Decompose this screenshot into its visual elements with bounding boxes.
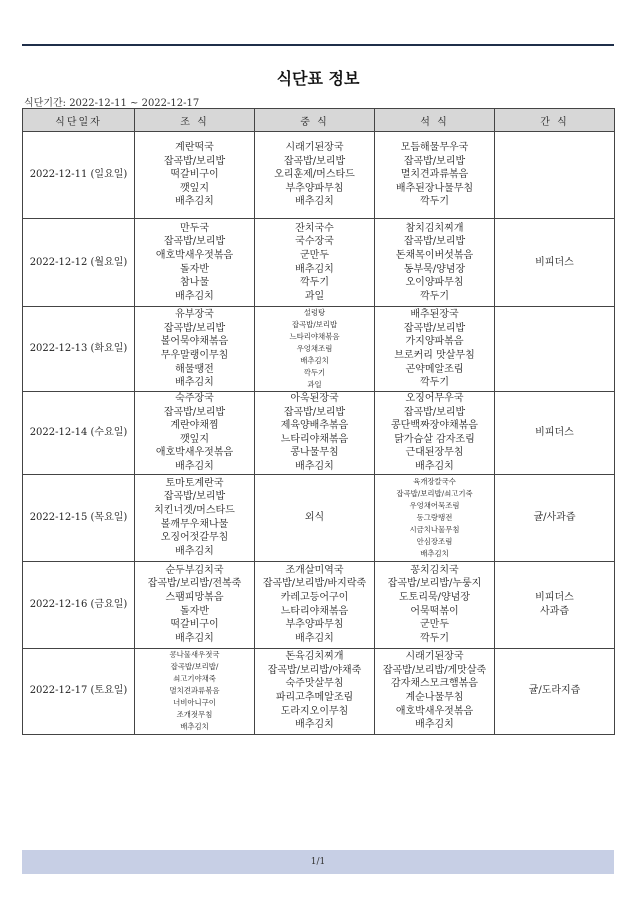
header-dinner: 석 식: [375, 109, 495, 132]
dinner-item: 군만두: [420, 619, 449, 631]
dinner-item: 배추된장나물무침: [395, 182, 474, 194]
breakfast-item: 배추김치: [175, 545, 214, 557]
breakfast-item: 잡곡밥/보리밥/: [170, 662, 219, 672]
dinner-item: 애호박새우젓볶음: [395, 705, 474, 717]
dinner-item: 계순나물무침: [405, 692, 464, 704]
dinner-item: 잡곡밥/보리밥/게맛살죽: [382, 664, 487, 676]
breakfast-item: 잡곡밥/보리밥: [163, 491, 226, 503]
dinner-item: 깍두기: [420, 632, 449, 644]
snack-cell: [495, 474, 615, 561]
dinner-item: 감자채스모크햄볶음: [391, 678, 478, 690]
menu-date: 2022-12-11 (일요일): [23, 132, 135, 219]
menu-date: 2022-12-15 (목요일): [23, 474, 135, 561]
dinner-item: 시래기된장국: [405, 651, 464, 663]
dinner-item: 근대된장무침: [405, 447, 464, 459]
lunch-item: 파리고추메알조림: [275, 692, 354, 704]
lunch-cell: [255, 474, 375, 561]
breakfast-cell: [135, 561, 255, 648]
breakfast-item: 깻잎지: [180, 182, 209, 194]
dinner-item: 잡곡밥/보리밥: [403, 155, 466, 167]
breakfast-item: 치킨너겟/머스타드: [154, 504, 235, 516]
breakfast-item: 깻잎지: [180, 433, 209, 445]
lunch-item: 잔치국수: [295, 222, 334, 234]
snack-cell: [495, 648, 615, 734]
menu-body: [23, 132, 615, 735]
lunch-item: 과일: [304, 290, 325, 302]
lunch-item: 설렁탕: [303, 308, 326, 317]
dinner-item: 육개장칼국수: [413, 476, 456, 486]
snack-item: 비피더스: [535, 591, 574, 603]
breakfast-item: 숙주장국: [175, 393, 214, 404]
header-row: [23, 109, 615, 132]
page-footer: [22, 850, 614, 874]
lunch-item: 잡곡밥/보리밥: [291, 320, 338, 329]
snack-cell: [495, 561, 615, 648]
breakfast-item: 떡갈비구이: [170, 619, 219, 631]
breakfast-item: 콩나물새우젓국: [169, 650, 220, 660]
breakfast-cell: [135, 219, 255, 307]
lunch-item: 콩나물무침: [290, 447, 339, 459]
lunch-item: 깍두기: [303, 368, 326, 377]
lunch-item: 과일: [307, 380, 322, 389]
breakfast-item: 배추김치: [175, 632, 214, 644]
breakfast-item: 볼어묵야채볶음: [160, 336, 229, 348]
breakfast-item: 쇠고기야채죽: [173, 674, 216, 684]
header-lunch: 중 식: [255, 109, 375, 132]
lunch-cell: [255, 219, 375, 307]
lunch-item: 외식: [304, 511, 325, 523]
dinner-item: 잡곡밥/보리밥: [403, 406, 466, 418]
lunch-cell: [255, 307, 375, 392]
breakfast-item: 계란야채찜: [170, 420, 219, 432]
dinner-item: 깍두기: [420, 377, 449, 389]
breakfast-cell: [135, 132, 255, 219]
dinner-item: 오이양파무침: [405, 277, 464, 289]
breakfast-item: 돌자반: [180, 605, 209, 617]
breakfast-item: 너비아니구이: [173, 698, 216, 708]
lunch-item: 제육양배추볶음: [280, 420, 349, 432]
dinner-item: 참치김치찌개: [405, 222, 464, 234]
breakfast-item: 배추김치: [180, 722, 209, 732]
dinner-item: 곤약메알조림: [405, 363, 464, 375]
breakfast-item: 돌자반: [180, 263, 209, 275]
lunch-item: 잡곡밥/보리밥: [283, 155, 346, 167]
snack-cell: [495, 307, 615, 392]
lunch-item: 부추양파무침: [285, 182, 344, 194]
header-breakfast: 조 식: [135, 109, 255, 132]
breakfast-item: 순두부김치국: [165, 564, 224, 576]
breakfast-item: 배추김치: [175, 290, 214, 302]
breakfast-item: 스팸피망볶음: [165, 591, 224, 603]
dinner-cell: [375, 132, 495, 219]
breakfast-item: 잡곡밥/보리밥: [163, 155, 226, 167]
snack-item: 귤/사과즙: [533, 511, 576, 523]
dinner-cell: [375, 307, 495, 392]
breakfast-item: 잡곡밥/보리밥/전복죽: [147, 578, 242, 590]
lunch-item: 돈육김치찌개: [285, 651, 344, 663]
menu-period: 식단기간: 2022-12-11 ~ 2022-12-17: [24, 98, 200, 109]
lunch-item: 잡곡밥/보리밥/야채죽: [267, 664, 362, 676]
dinner-item: 잡곡밥/보리밥/쇠고기죽: [396, 488, 473, 498]
page-title: 식단표 정보: [276, 69, 360, 88]
dinner-item: 콩단백짜장야채볶음: [391, 420, 478, 432]
dinner-cell: [375, 648, 495, 734]
breakfast-item: 참나물: [180, 277, 209, 289]
dinner-item: 배추김치: [420, 548, 449, 558]
menu-table: [22, 108, 615, 735]
dinner-item: 배추김치: [415, 719, 454, 731]
dinner-item: 가지양파볶음: [405, 336, 464, 348]
table-row: [23, 219, 615, 307]
lunch-item: 배추김치: [295, 632, 334, 644]
snack-cell: [495, 132, 615, 219]
table-row: [23, 561, 615, 648]
breakfast-item: 무우말랭이무침: [160, 350, 229, 361]
breakfast-item: 배추김치: [175, 460, 214, 472]
dinner-item: 도토리묵/양념장: [399, 591, 470, 603]
snack-item: 귤/도라지즙: [528, 685, 581, 697]
lunch-item: 시래기된장국: [285, 142, 344, 154]
dinner-item: 잡곡밥/보리밥: [403, 236, 466, 248]
lunch-item: 우엉채조림: [296, 344, 333, 353]
dinner-cell: [375, 474, 495, 561]
lunch-item: 조개살미역국: [285, 564, 344, 576]
menu-date: 2022-12-12 (월요일): [23, 219, 135, 307]
lunch-item: 배추김치: [295, 460, 334, 472]
snack-item: 비피더스: [535, 256, 574, 268]
lunch-item: 아욱된장국: [290, 393, 339, 404]
table-row: [23, 132, 615, 219]
dinner-item: 어묵떡볶이: [410, 605, 459, 617]
breakfast-item: 잡곡밥/보리밥: [163, 406, 226, 418]
lunch-item: 깍두기: [300, 277, 329, 289]
menu-date: 2022-12-13 (화요일): [23, 307, 135, 392]
breakfast-cell: [135, 392, 255, 475]
dinner-item: 우엉채어묵조림: [409, 500, 460, 510]
breakfast-item: 잡곡밥/보리밥: [163, 322, 226, 334]
lunch-item: 부추양파무침: [285, 619, 344, 631]
lunch-item: 국수장국: [295, 236, 334, 248]
dinner-item: 깍두기: [420, 196, 449, 208]
lunch-item: 배추김치: [295, 719, 334, 731]
dinner-item: 돈채목이버섯볶음: [395, 249, 474, 261]
table-row: [23, 474, 615, 561]
dinner-item: 안심장조림: [416, 536, 453, 546]
dinner-item: 배추된장국: [410, 309, 459, 321]
breakfast-item: 해물땡전: [175, 363, 214, 375]
dinner-item: 잡곡밥/보리밥: [403, 322, 466, 334]
breakfast-item: 잡곡밥/보리밥: [163, 236, 226, 248]
snack-item: 사과즙: [540, 605, 569, 617]
snack-item: 비피더스: [535, 426, 574, 438]
table-row: [23, 648, 615, 734]
snack-cell: [495, 392, 615, 475]
dinner-item: 동부묵/양념장: [403, 263, 466, 275]
lunch-item: 도라지오이무침: [280, 705, 349, 717]
breakfast-item: 떡갈비구이: [170, 169, 219, 181]
breakfast-item: 토마토계란국: [165, 477, 224, 489]
header-snack: 간 식: [495, 109, 615, 132]
breakfast-item: 배추김치: [175, 377, 214, 389]
breakfast-cell: [135, 474, 255, 561]
menu-date: 2022-12-17 (토요일): [23, 648, 135, 734]
lunch-item: 느타리야채볶음: [280, 605, 349, 617]
dinner-cell: [375, 561, 495, 648]
snack-cell: [495, 219, 615, 307]
dinner-item: 잡곡밥/보리밥/누룽지: [387, 578, 482, 590]
lunch-item: 잡곡밥/보리밥: [283, 406, 346, 418]
breakfast-item: 계란떡국: [175, 142, 214, 154]
dinner-item: 동그랑땡전: [416, 512, 453, 522]
lunch-item: 잡곡밥/보리밥/바지락죽: [262, 578, 367, 590]
lunch-item: 배추김치: [295, 196, 334, 208]
page-number: 1/1: [310, 857, 326, 867]
lunch-item: 배추김치: [300, 356, 329, 365]
dinner-item: 모듬해물무우국: [400, 142, 469, 154]
lunch-item: 숙주맛살무침: [285, 678, 344, 690]
dinner-item: 멸치견과류볶음: [400, 169, 469, 181]
dinner-item: 꽁치김치국: [410, 564, 459, 576]
dinner-cell: [375, 392, 495, 475]
breakfast-item: 유부장국: [175, 309, 214, 321]
breakfast-item: 애호박새우젓볶음: [155, 447, 234, 459]
lunch-item: 느타리야채볶음: [289, 332, 340, 341]
lunch-item: 오리훈제/머스타드: [274, 169, 355, 181]
table-row: [23, 392, 615, 475]
breakfast-item: 배추김치: [175, 196, 214, 208]
breakfast-item: 애호박새우젓볶음: [155, 249, 234, 261]
breakfast-item: 만두국: [180, 222, 209, 234]
header-date: 식단일자: [23, 109, 135, 132]
lunch-cell: [255, 132, 375, 219]
dinner-item: 깍두기: [420, 290, 449, 302]
menu-date: 2022-12-14 (수요일): [23, 392, 135, 475]
menu-date: 2022-12-16 (금요일): [23, 561, 135, 648]
breakfast-cell: [135, 307, 255, 392]
header-rule: [22, 44, 614, 46]
dinner-item: 닭가슴살 감자조림: [394, 433, 475, 445]
breakfast-item: 오징어젓갈무침: [160, 532, 229, 544]
dinner-item: 시금치나물무침: [409, 524, 460, 534]
lunch-cell: [255, 392, 375, 475]
dinner-item: 브로커리 맛살무침: [394, 350, 475, 361]
dinner-item: 배추김치: [415, 460, 454, 472]
lunch-item: 느타리야채볶음: [280, 433, 349, 445]
lunch-cell: [255, 561, 375, 648]
breakfast-item: 멸치견과류볶음: [169, 686, 220, 696]
lunch-cell: [255, 648, 375, 734]
table-row: [23, 307, 615, 392]
dinner-item: 오징어무우국: [405, 393, 464, 404]
lunch-item: 군만두: [300, 249, 329, 261]
breakfast-item: 볼깨무우채나물: [160, 518, 229, 530]
lunch-item: 배추김치: [295, 263, 334, 275]
lunch-item: 카레고등어구이: [280, 591, 349, 603]
breakfast-cell: [135, 648, 255, 734]
breakfast-item: 조개젓무침: [176, 710, 213, 720]
dinner-cell: [375, 219, 495, 307]
